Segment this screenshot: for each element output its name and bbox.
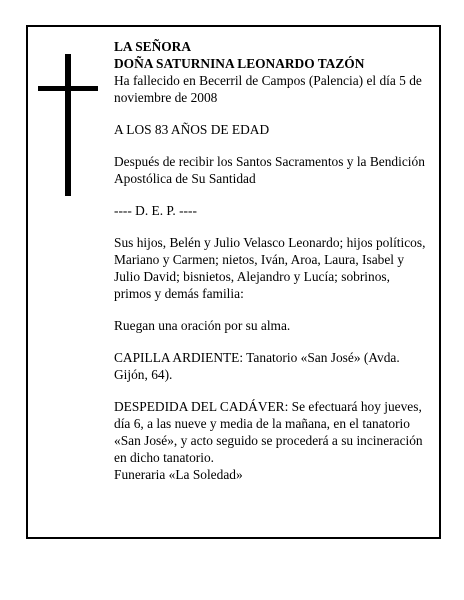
chapel-label: CAPILLA ARDIENTE:: [114, 350, 244, 365]
farewell-info: [114, 398, 428, 466]
deceased-name: DOÑA SATURNINA LEONARDO TAZÓN: [114, 56, 365, 71]
cross-icon: [38, 54, 98, 196]
cross-vertical-bar: [65, 54, 71, 196]
family-list: Sus hijos, Belén y Julio Velasco Leonardo; hijos políticos, Mariano y Carmen; nietos, Iván, Aroa, Laura, Isabel y Julio David; bisnietos, Alejandro y Lucía; sobrinos, primos y demás familia:: [114, 235, 426, 301]
funeral-home: Funeraria «La Soledad»: [114, 467, 243, 482]
death-info: Ha fallecido en Becerril de Campos (Palencia) el día 5 de noviembre de 2008: [114, 73, 422, 105]
rip-line: ---- D. E. P. ----: [114, 203, 197, 218]
prayer-line: Ruegan una oración por su alma.: [114, 318, 291, 333]
title-line: LA SEÑORA: [114, 39, 192, 54]
farewell-label: DESPEDIDA DEL CADÁVER:: [114, 399, 289, 414]
age-line: A LOS 83 AÑOS DE EDAD: [114, 122, 270, 137]
sacraments-line: Después de recibir los Santos Sacramentos y la Bendición Apostólica de Su Santidad: [114, 154, 425, 186]
obituary-text: [114, 38, 428, 483]
farewell-text: Se efectuará hoy jueves, día 6, a las nueve y media de la mañana, en el tanatorio «San José», y acto seguido se procederá a su incineración en dicho tanatorio.: [114, 399, 423, 465]
cross-horizontal-bar: [38, 86, 98, 91]
chapel-text: Tanatorio «San José» (Avda. Gijón, 64).: [114, 350, 400, 382]
chapel-info: [114, 349, 428, 383]
